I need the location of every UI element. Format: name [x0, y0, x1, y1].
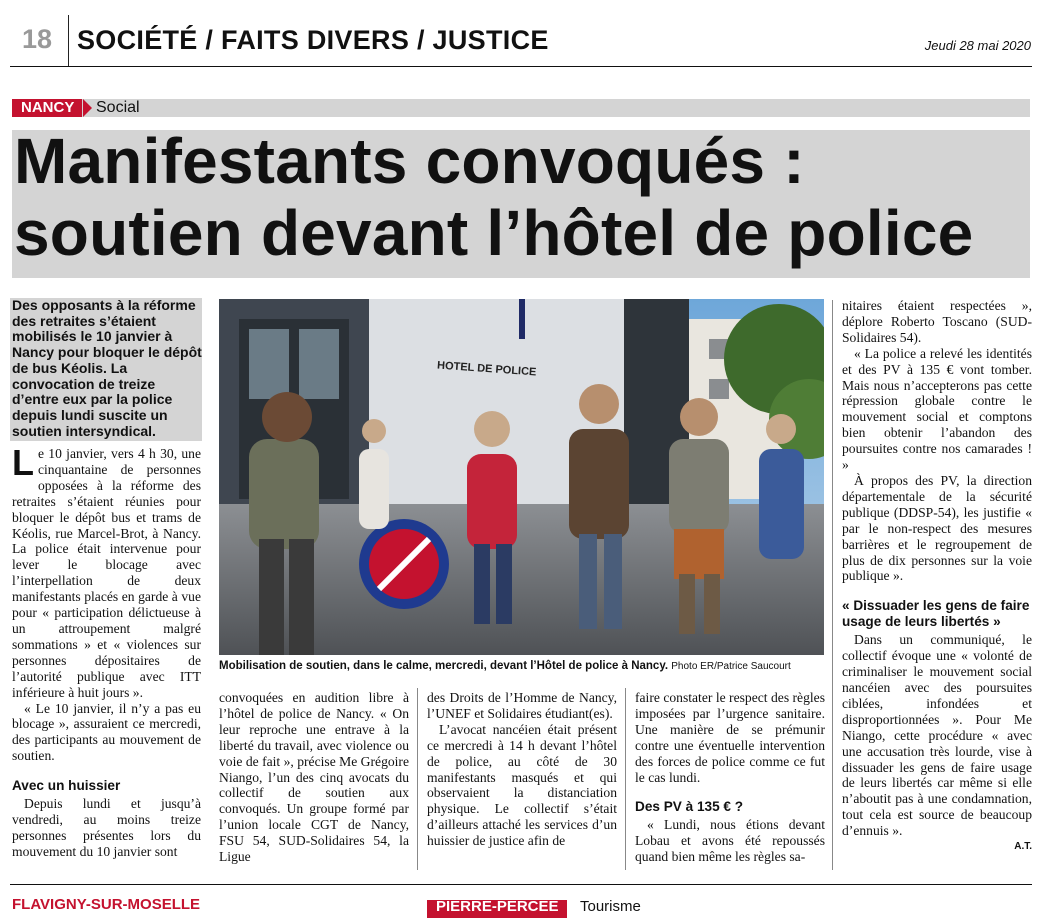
col4-paragraph-1: faire constater le respect des règles imposées par l’urgence sanitaire. Une manière de se prémunir contre une éventuelle intervention des forces de police comme ce fut le cas lundi. [635, 690, 825, 785]
col1-paragraph-3: Depuis lundi et jusqu’à vendredi, au moins treize personnes présentes lors du mouvement du 10 janvier sont [12, 796, 201, 859]
column-separator [625, 688, 626, 870]
header-divider [68, 15, 69, 67]
kicker-band [12, 99, 1030, 117]
col3-paragraph-2: L’avocat nancéien était présent ce mercredi à 14 h devant l’hôtel de police, au côté de 30 manifestants masqués et qui observaient la distanciation physique. Le collectif s’était d’ailleurs attaché les services d’un huissier de justice afin de [427, 721, 617, 849]
footer-rule [10, 884, 1032, 885]
col3-paragraph-1: des Droits de l’Homme de Nancy, l’UNEF et Solidaires étudiant(es). [427, 690, 617, 721]
column-separator [832, 300, 833, 870]
photo-illustration [219, 299, 824, 655]
column-1 [12, 442, 201, 860]
kicker-city: NANCY [12, 99, 82, 117]
headline-line-1: Manifestants convoqués : [14, 125, 805, 197]
headline-line-2: soutien devant l’hôtel de police [14, 197, 974, 269]
drop-cap: L [12, 442, 34, 483]
lead-paragraph: Des opposants à la réforme des retraites s’étaient mobilisés le 10 janvier à Nancy pour bloquer le dépôt de bus Kéolis. La convocation de treize d’entre eux par la police depuis lundi suscite un soutien intersyndical. [10, 298, 202, 441]
next-article-topic: Tourisme [580, 898, 641, 915]
photo-credit: Photo ER/Patrice Saucourt [671, 661, 791, 672]
col5-paragraph-4: Dans un communiqué, le collectif évoque une « volonté de criminaliser le mouvement social nancéien avec des poursuites ciblées, infondées et disproportionnées ». Pour Me Niango, cette procédure « avec une accusation très lourde, vise à dissuader les gens de faire usage de leurs libertés car même si elle n’aboutit pas à une condamnation, tout cela est source de beaucoup d’ennuis ». [842, 632, 1032, 839]
section-title: SOCIÉTÉ / FAITS DIVERS / JUSTICE [77, 25, 549, 55]
column-4 [635, 690, 825, 865]
author-signature: A.T. [1014, 841, 1032, 853]
issue-date: Jeudi 28 mai 2020 [924, 38, 1031, 53]
col5-paragraph-3: À propos des PV, la direction départementale de la sécurité publique (DDSP-54), les justifie « par le non-respect des mesures barrières et le regroupement de plus de dix personnes sur la voie publique ». [842, 472, 1032, 584]
col5-paragraph-1: nitaires étaient respectées », déplore Roberto Toscano (SUD-Solidaires 54). [842, 298, 1032, 345]
kicker-arrow [83, 99, 92, 117]
col5-subhead: « Dissuader les gens de faire usage de leurs libertés » [842, 598, 1030, 630]
column-separator [417, 688, 418, 870]
news-photo [219, 299, 824, 655]
header-rule [10, 66, 1032, 67]
col4-subhead: Des PV à 135 € ? [635, 799, 744, 815]
page-number: 18 [22, 24, 53, 54]
photo-caption [219, 659, 829, 674]
column-2 [219, 690, 409, 865]
kicker-topic: Social [96, 99, 140, 116]
col4-paragraph-2: « Lundi, nous étions devant Lobau et avons été repoussés quand bien même les règles sa- [635, 817, 825, 865]
next-article-kicker-right: PIERRE-PERCÉE [436, 898, 559, 915]
building-sign: HOTEL DE POLICE [436, 359, 537, 379]
column-5 [842, 298, 1032, 855]
col5-paragraph-2: « La police a relevé les identités et des PV à 135 € vont tomber. Mais nous n’accepterons pas cette répression globale contre le mouvement social et comptons bien obtenir l’abandon des poursuites contre nos camarades ! » [842, 345, 1032, 473]
caption-text: Mobilisation de soutien, dans le calme, mercredi, devant l’Hôtel de police à Nancy. [219, 660, 669, 672]
column-3 [427, 690, 617, 849]
col1-paragraph-1: e 10 janvier, vers 4 h 30, une cinquantaine de personnes opposées à la réforme des retraites s’étaient réunies pour bloquer le dépôt bus et trams de Kéolis, rue Marcel-Brot, à Nancy. La police était intervenue pour lever le blocage avec l’interpellation de deux manifestants placés en garde à vue pour « participation délictueuse à un attroupement malgré sommations » et « violences sur personnes dépositaires de l’autorité publique avec ITT inférieure à huit jours ». [12, 446, 201, 700]
col1-paragraph-2: « Le 10 janvier, il n’y a pas eu blocage », assuraient ce mercredi, des participants au mouvement de soutien. [12, 700, 201, 764]
next-article-kicker-left: FLAVIGNY-SUR-MOSELLE [12, 896, 201, 913]
col1-subhead: Avec un huissier [12, 778, 121, 794]
col2-paragraph-1: convoquées en audition libre à l’hôtel de police de Nancy. « On leur reproche une entrave à la liberté du travail, avec violence ou voie de fait », précise Me Grégoire Niango, l’un des cinq avocats du collectif de soutien aux convoqués. Un groupe formé par l’union locale CGT de Nancy, FSU 54, SUD-Solidaires 54, la Ligue [219, 690, 409, 865]
